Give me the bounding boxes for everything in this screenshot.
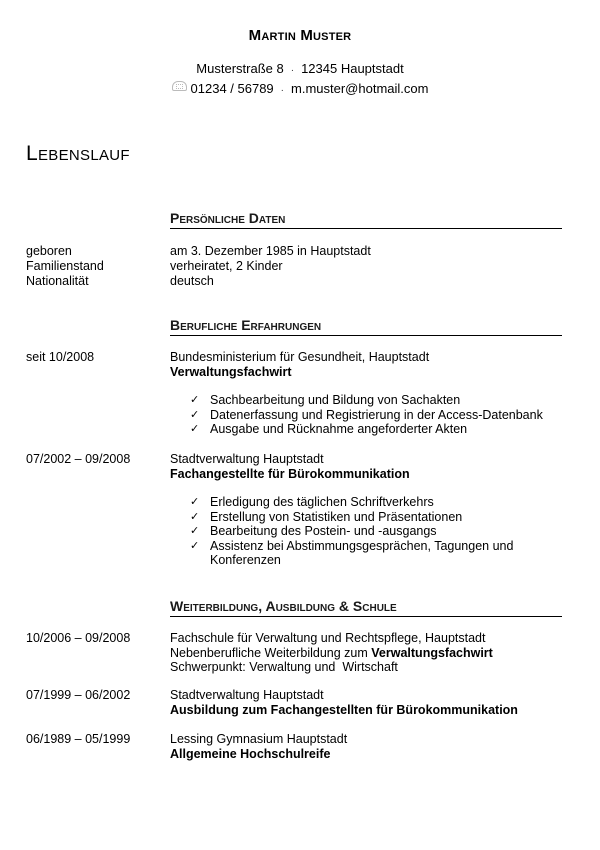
street: Musterstraße 8 xyxy=(196,61,284,76)
education-detail: Nebenberufliche Weiterbildung zum Verwaltungsfachwirt xyxy=(170,645,493,660)
email-address[interactable]: m.muster@hotmail.com xyxy=(291,81,429,96)
education-period: 06/1989 – 05/1999 xyxy=(26,732,131,746)
personal-value: verheiratet, 2 Kinder xyxy=(170,259,283,273)
job-task-list xyxy=(190,393,543,437)
contact-line: 01234 / 56789 · m.muster@hotmail.com xyxy=(0,81,600,96)
job-position: Verwaltungsfachwirt xyxy=(170,364,292,379)
personal-label: geboren xyxy=(26,244,72,258)
personal-label: Familienstand xyxy=(26,259,104,273)
checkmark-icon: ✓ xyxy=(190,496,200,508)
section-heading-education: Weiterbildung, Ausbildung & Schule xyxy=(170,598,562,617)
phone-icon xyxy=(172,81,187,91)
list-item: ✓ Ausgabe und Rücknahme angeforderter Akten xyxy=(190,422,468,436)
section-heading-personal: Persönliche Daten xyxy=(170,210,562,229)
checkmark-icon: ✓ xyxy=(190,394,200,406)
education-qualification: Allgemeine Hochschulreife xyxy=(170,746,331,761)
checkmark-icon: ✓ xyxy=(190,525,200,537)
job-period: seit 10/2008 xyxy=(26,350,95,364)
checkmark-icon: ✓ xyxy=(190,408,200,421)
job-employer: Bundesministerium für Gesundheit, Hauptstadt xyxy=(170,350,430,364)
section-heading-experience: Berufliche Erfahrungen xyxy=(170,317,562,336)
job-employer: Stadtverwaltung Hauptstadt xyxy=(170,452,324,466)
list-item: ✓ Assistenz bei Abstimmungsgesprächen, Tagungen und xyxy=(190,538,514,553)
list-item: ✓ Bearbeitung des Postein- und -ausgangs xyxy=(190,524,437,538)
education-institution: Lessing Gymnasium Hauptstadt xyxy=(170,732,348,746)
list-item-continuation: Konferenzen xyxy=(210,553,281,567)
list-item: ✓ Datenerfassung und Registrierung in der Access-Datenbank xyxy=(190,407,543,422)
checkmark-icon: ✓ xyxy=(190,423,200,435)
address-line: Musterstraße 8 · 12345 Hauptstadt xyxy=(196,61,404,76)
list-item: ✓ Erstellung von Statistiken und Präsentationen xyxy=(190,509,463,524)
education-qualification: Ausbildung zum Fachangestellten für Bürokommunikation xyxy=(170,702,518,717)
list-item: ✓ Erledigung des täglichen Schriftverkehrs xyxy=(190,495,434,509)
applicant-name: Martin Muster xyxy=(248,27,352,44)
list-item: ✓ Sachbearbeitung und Bildung von Sachakten xyxy=(190,393,461,407)
checkmark-icon: ✓ xyxy=(190,510,200,523)
personal-value: deutsch xyxy=(170,274,214,288)
education-period: 10/2006 – 09/2008 xyxy=(26,631,131,645)
job-position: Fachangestellte für Bürokommunikation xyxy=(170,466,410,481)
personal-value: am 3. Dezember 1985 in Hauptstadt xyxy=(170,244,371,258)
checkmark-icon: ✓ xyxy=(190,539,200,552)
job-task-list xyxy=(190,495,513,568)
job-period: 07/2002 – 09/2008 xyxy=(26,452,131,466)
city: 12345 Hauptstadt xyxy=(301,61,404,76)
education-institution: Stadtverwaltung Hauptstadt xyxy=(170,688,324,702)
document-title: Lebenslauf xyxy=(26,142,130,165)
education-period: 07/1999 – 06/2002 xyxy=(26,688,131,702)
personal-label: Nationalität xyxy=(26,274,89,288)
education-institution: Fachschule für Verwaltung und Rechtspflege, Hauptstadt xyxy=(170,631,486,645)
phone-number: 01234 / 56789 xyxy=(190,81,274,96)
education-focus: Schwerpunkt: Verwaltung und Wirtschaft xyxy=(170,660,398,674)
